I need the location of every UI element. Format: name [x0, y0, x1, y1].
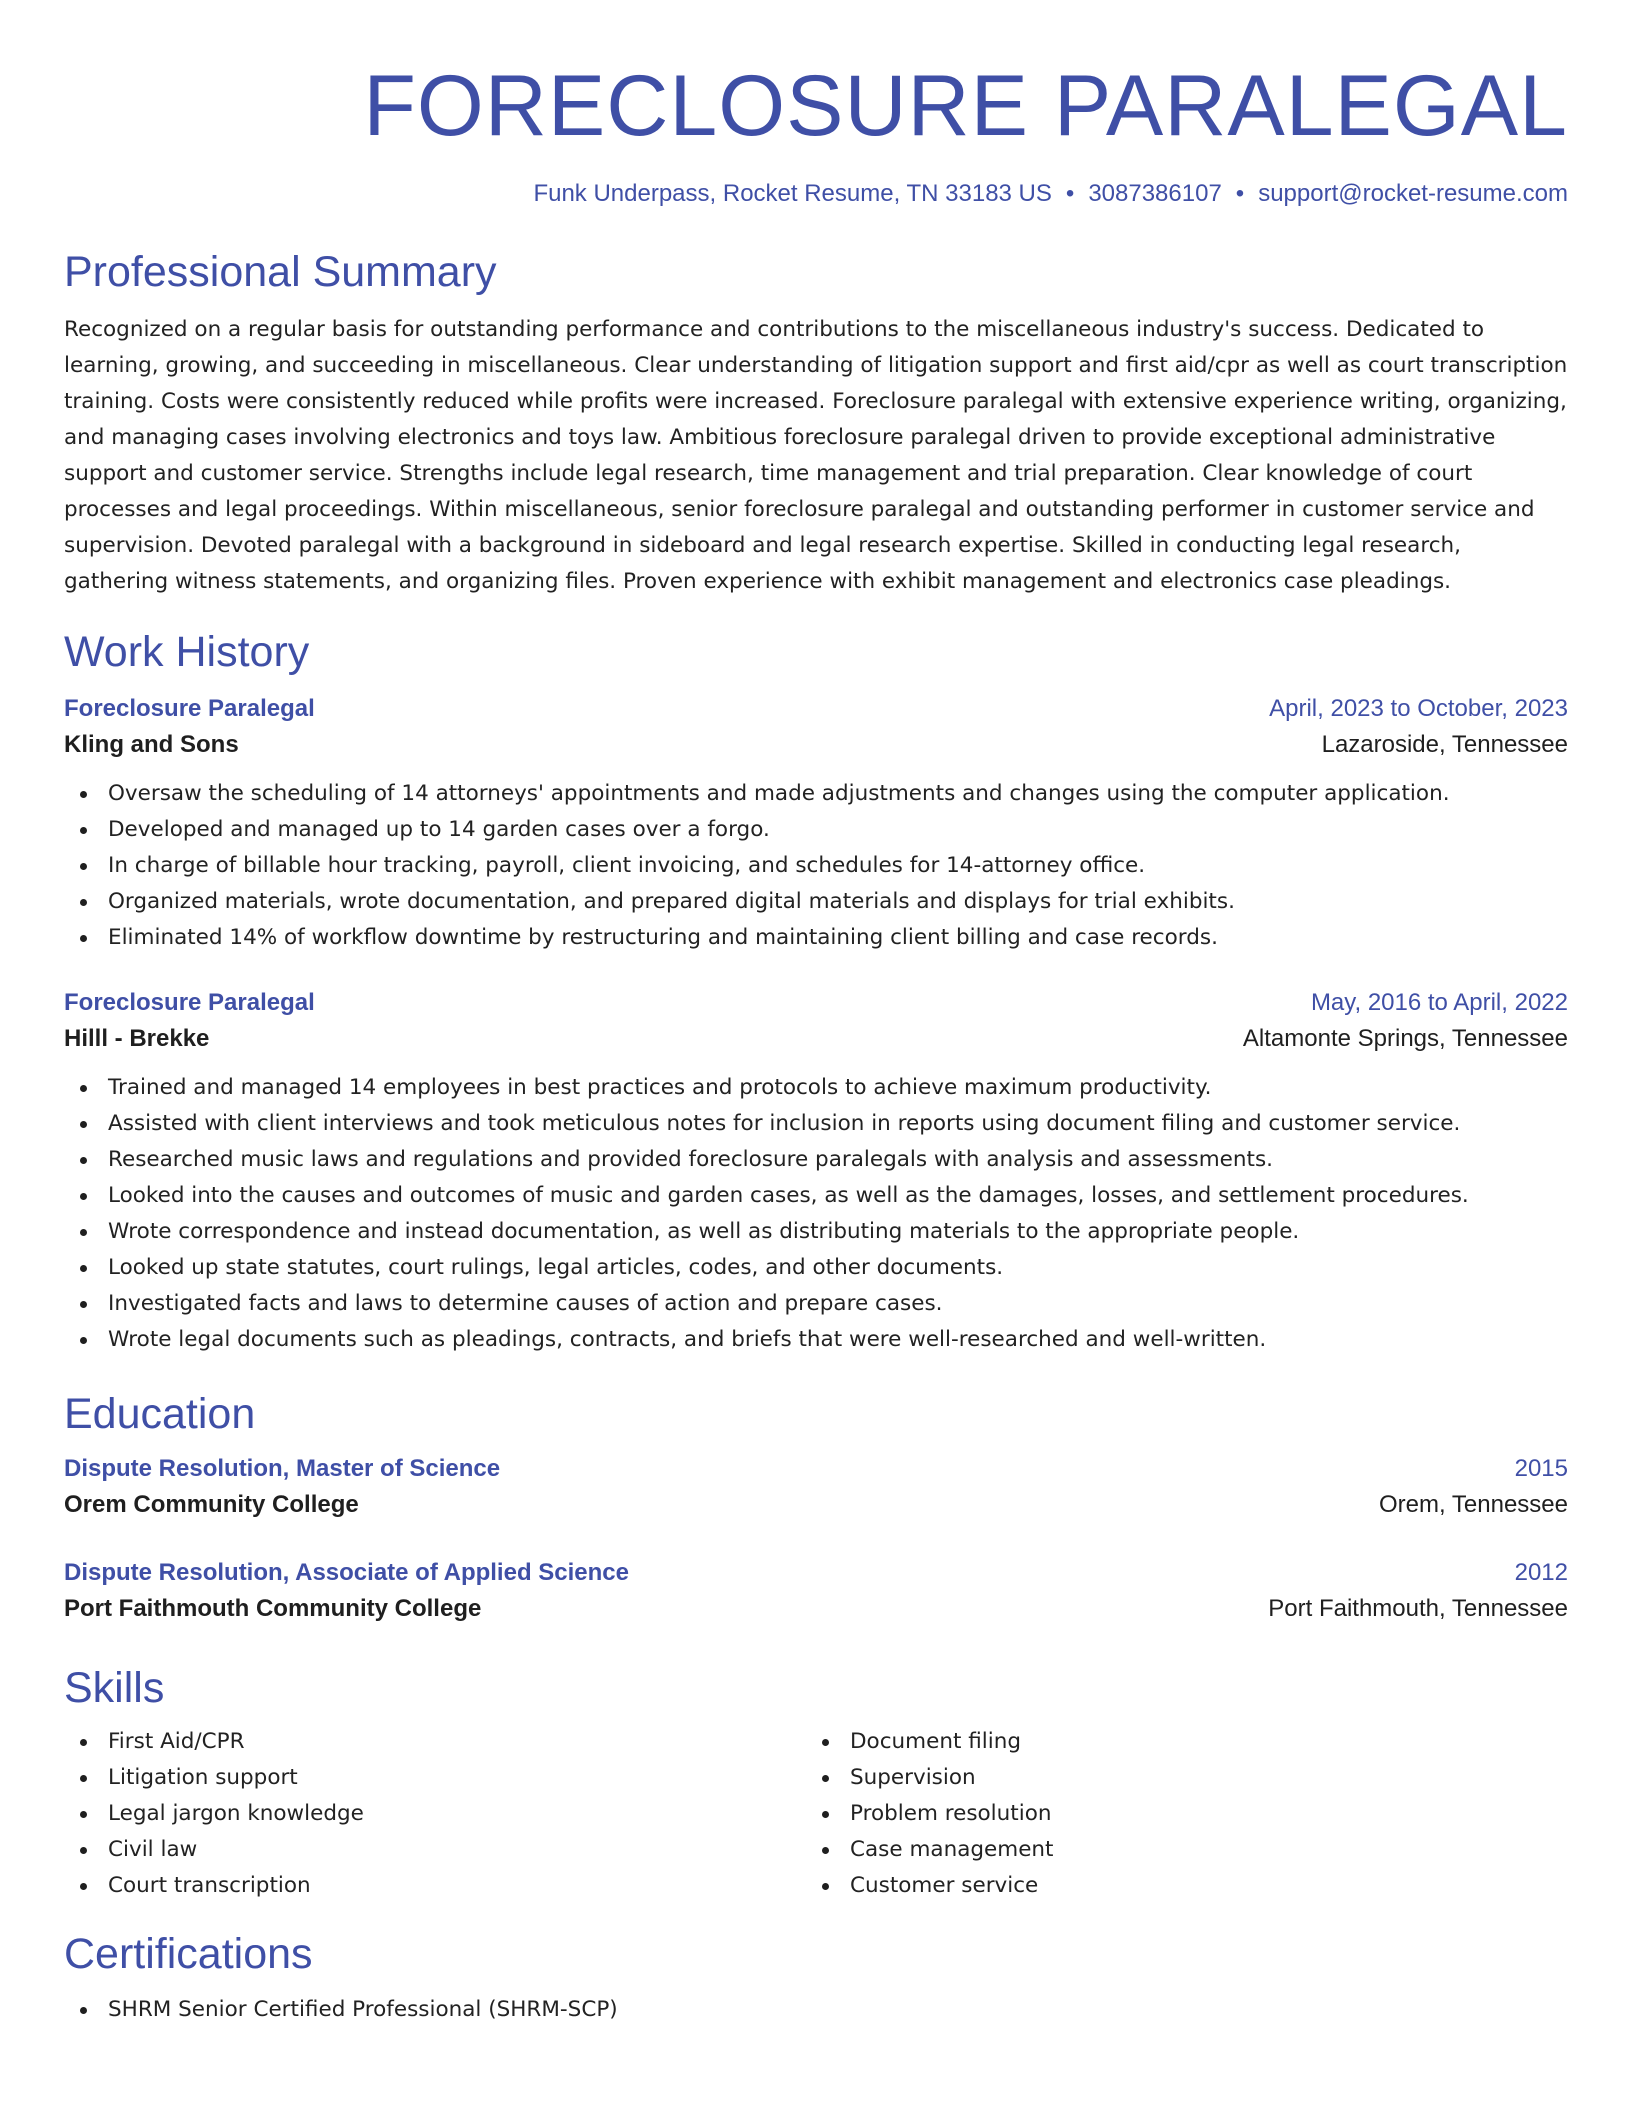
professional-summary-section: [64, 246, 1568, 600]
job-title: Foreclosure Paralegal: [64, 989, 315, 1016]
contact-email: support@rocket-resume.com: [1258, 180, 1568, 207]
skill-item: Legal jargon knowledge: [64, 1796, 806, 1832]
job-duties-list: [64, 776, 1568, 956]
school-location: Orem, Tennessee: [1379, 1491, 1568, 1518]
list-item: Looked up state statutes, court rulings, legal articles, codes, and other documents.: [64, 1250, 1568, 1286]
education-entry: [64, 1556, 1568, 1628]
skill-item: Document filing: [806, 1724, 1548, 1760]
list-item: Looked into the causes and outcomes of music and garden cases, as well as the damages, losses, and settlement procedures.: [64, 1178, 1568, 1214]
list-item: Trained and managed 14 employees in best practices and protocols to achieve maximum productivity.: [64, 1070, 1568, 1106]
list-item: Oversaw the scheduling of 14 attorneys' appointments and made adjustments and changes using the computer application.: [64, 776, 1568, 812]
education-entry-header: [64, 1556, 1568, 1590]
job-title: Foreclosure Paralegal: [64, 695, 315, 722]
school-location: Port Faithmouth, Tennessee: [1268, 1595, 1568, 1622]
job-duties-list: [64, 1070, 1568, 1358]
degree-title: Dispute Resolution, Associate of Applied Science: [64, 1559, 629, 1586]
job-dates: May, 2016 to April, 2022: [1310, 989, 1568, 1016]
company-name: Kling and Sons: [64, 731, 239, 758]
contact-separator: •: [1235, 180, 1245, 207]
degree-title: Dispute Resolution, Master of Science: [64, 1455, 501, 1482]
education-entry-subheader: [64, 1486, 1568, 1524]
work-entry-subheader: [64, 726, 1568, 764]
list-item: Researched music laws and regulations and provided foreclosure paralegals with analysis and assessments.: [64, 1142, 1568, 1178]
skill-item: Court transcription: [64, 1868, 806, 1904]
contact-separator: •: [1065, 180, 1075, 207]
job-location: Altamonte Springs, Tennessee: [1242, 1025, 1568, 1052]
skill-item: Problem resolution: [806, 1796, 1548, 1832]
list-item: Wrote correspondence and instead documentation, as well as distributing materials to the appropriate people.: [64, 1214, 1568, 1250]
contact-address: Funk Underpass, Rocket Resume, TN 33183 US: [533, 180, 1052, 207]
list-item: Eliminated 14% of workflow downtime by restructuring and maintaining client billing and case records.: [64, 920, 1568, 956]
education-entry-header: [64, 1452, 1568, 1486]
company-name: Hilll - Brekke: [64, 1025, 210, 1052]
graduation-year: 2015: [1514, 1455, 1568, 1482]
education-section: [64, 1388, 1568, 1628]
work-entry-header: [64, 986, 1568, 1020]
list-item: Organized materials, wrote documentation, and prepared digital materials and displays for trial exhibits.: [64, 884, 1568, 920]
section-title-work: Work History: [64, 628, 310, 676]
education-entry: [64, 1452, 1568, 1524]
certifications-list: [64, 1992, 1568, 2028]
job-dates: April, 2023 to October, 2023: [1269, 695, 1568, 722]
contact-phone: 3087386107: [1088, 180, 1222, 207]
skills-list-right: [806, 1724, 1548, 1904]
list-item: In charge of billable hour tracking, payroll, client invoicing, and schedules for 14-attorney office.: [64, 848, 1568, 884]
skills-list-left: [64, 1724, 806, 1904]
contact-line: [64, 178, 1568, 210]
list-item: Developed and managed up to 14 garden cases over a forgo.: [64, 812, 1568, 848]
skills-section: [64, 1662, 1568, 1904]
list-item: Investigated facts and laws to determine causes of action and prepare cases.: [64, 1286, 1568, 1322]
certification-item: SHRM Senior Certified Professional (SHRM-SCP): [64, 1992, 1568, 2028]
skill-item: First Aid/CPR: [64, 1724, 806, 1760]
graduation-year: 2012: [1514, 1559, 1568, 1586]
work-entry: [64, 986, 1568, 1358]
resume-name: FORECLOSURE PARALEGAL: [363, 58, 1568, 154]
skill-item: Civil law: [64, 1832, 806, 1868]
skill-item: Case management: [806, 1832, 1548, 1868]
job-location: Lazaroside, Tennessee: [1321, 731, 1568, 758]
skill-item: Supervision: [806, 1760, 1548, 1796]
skills-columns: [64, 1724, 1568, 1904]
school-name: Port Faithmouth Community College: [64, 1595, 482, 1622]
section-title-skills: Skills: [64, 1664, 165, 1712]
resume-page: [64, 0, 1568, 2028]
summary-text: Recognized on a regular basis for outstanding performance and contributions to the miscellaneous industry's success. Dedicated to learning, growing, and succeeding in miscellaneous. Clear understanding of litigation support and first aid/cpr as well as court transcription training. Costs were consistently reduced while profits were increased. Foreclosure paralegal with extensive experience writing, organizing, and managing cases involving electronics and toys law. Ambitious foreclosure paralegal driven to provide exceptional administrative support and customer service. Strengths include legal research, time management and trial preparation. Clear knowledge of court processes and legal proceedings. Within miscellaneous, senior foreclosure paralegal and outstanding performer in customer service and supervision. Devoted paralegal with a background in sideboard and legal research expertise. Skilled in conducting legal research, gathering witness statements, and organizing files. Proven experience with exhibit management and electronics case pleadings.: [64, 317, 1568, 594]
section-title-education: Education: [64, 1390, 256, 1438]
work-history-section: [64, 626, 1568, 1358]
skill-item: Customer service: [806, 1868, 1548, 1904]
list-item: Assisted with client interviews and took meticulous notes for inclusion in reports using document filing and customer service.: [64, 1106, 1568, 1142]
certifications-section: [64, 1928, 1568, 2028]
work-entry-header: [64, 692, 1568, 726]
list-item: Wrote legal documents such as pleadings, contracts, and briefs that were well-researched and well-written.: [64, 1322, 1568, 1358]
school-name: Orem Community College: [64, 1491, 359, 1518]
section-title-summary: Professional Summary: [64, 248, 497, 296]
education-entry-subheader: [64, 1590, 1568, 1628]
skill-item: Litigation support: [64, 1760, 806, 1796]
work-entry: [64, 692, 1568, 956]
section-title-certifications: Certifications: [64, 1930, 313, 1978]
work-entry-subheader: [64, 1020, 1568, 1058]
